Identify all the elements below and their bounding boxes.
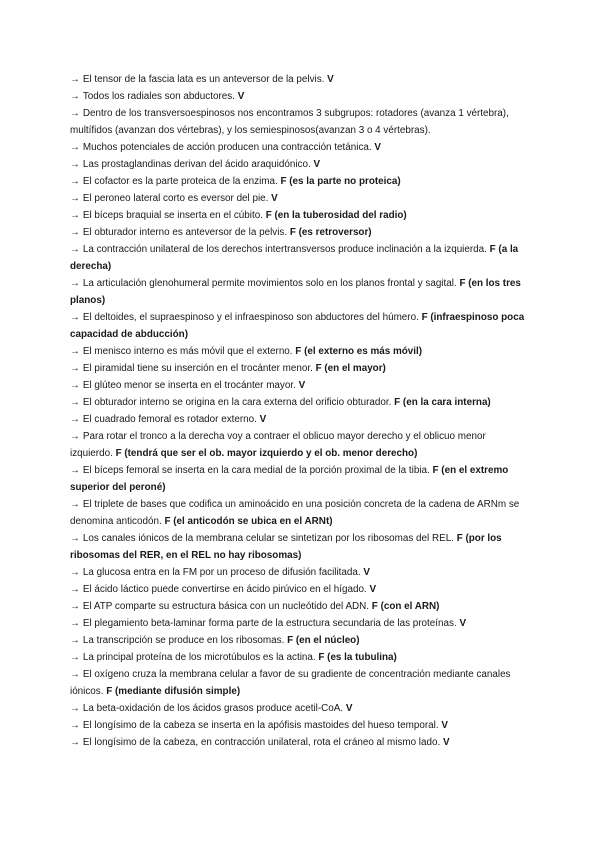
arrow-icon: →	[70, 584, 80, 595]
statement-answer: V	[259, 414, 267, 425]
arrow-icon: →	[70, 669, 80, 680]
statement-item	[70, 71, 528, 88]
statement-answer: F (con el ARN)	[371, 601, 440, 612]
statement-item	[70, 173, 528, 190]
statement-item	[70, 394, 528, 411]
arrow-icon: →	[70, 108, 80, 119]
statement-item	[70, 360, 528, 377]
statement-text: El cofactor es la parte proteica de la enzima.	[82, 176, 278, 187]
statement-item	[70, 649, 528, 666]
statement-text: El deltoides, el supraespinoso y el infraespinoso son abductores del húmero.	[82, 312, 419, 323]
statement-answer: V	[459, 618, 467, 629]
statement-item	[70, 632, 528, 649]
arrow-icon: →	[70, 414, 80, 425]
statement-text: El peroneo lateral corto es eversor del pie.	[82, 193, 269, 204]
arrow-icon: →	[70, 278, 80, 289]
arrow-icon: →	[70, 652, 80, 663]
arrow-icon: →	[70, 176, 80, 187]
statement-item	[70, 88, 528, 105]
arrow-icon: →	[70, 431, 80, 442]
statement-answer: F (el anticodón se ubica en el ARNt)	[164, 516, 333, 527]
arrow-icon: →	[70, 703, 80, 714]
arrow-icon: →	[70, 397, 80, 408]
statement-item	[70, 598, 528, 615]
statement-answer: V	[271, 193, 278, 204]
statement-answer: V	[441, 720, 448, 731]
arrow-icon: →	[70, 635, 80, 646]
statement-text: Todos los radiales son abductores.	[82, 91, 235, 102]
statement-item	[70, 190, 528, 207]
arrow-icon: →	[70, 193, 80, 204]
statement-answer: F (es retroversor)	[289, 227, 372, 238]
arrow-icon: →	[70, 720, 80, 731]
statement-text: Para rotar el tronco a la derecha voy a contraer el oblicuo mayor derecho y el oblicuo menor izquierdo.	[70, 431, 486, 459]
statement-item	[70, 581, 528, 598]
statement-item	[70, 462, 528, 496]
statement-answer: F (infraespinoso poca capacidad de abducción)	[70, 312, 525, 340]
arrow-icon: →	[70, 227, 80, 238]
statement-answer: F (el externo es más móvil)	[295, 346, 423, 357]
statement-text: Los canales iónicos de la membrana celular se sintetizan por los ribosomas del REL.	[82, 533, 454, 544]
arrow-icon: →	[70, 737, 80, 748]
statement-answer: F (en los tres planos)	[70, 278, 521, 306]
arrow-icon: →	[70, 346, 80, 357]
statement-text: Muchos potenciales de acción producen una contracción tetánica.	[82, 142, 372, 153]
statement-answer: F (mediante difusión simple)	[106, 686, 241, 697]
statement-item	[70, 700, 528, 717]
arrow-icon: →	[70, 142, 80, 153]
statement-text: El longísimo de la cabeza, en contracción unilateral, rota el cráneo al mismo lado.	[82, 737, 441, 748]
statement-text: El menisco interno es más móvil que el externo.	[82, 346, 293, 357]
statement-answer: V	[313, 159, 321, 170]
statement-answer: V	[345, 703, 353, 714]
statement-text: Las prostaglandinas derivan del ácido araquidónico.	[82, 159, 311, 170]
statement-item	[70, 411, 528, 428]
statement-answer: V	[442, 737, 450, 748]
statement-answer: F (es la tubulina)	[318, 652, 397, 663]
statement-item	[70, 343, 528, 360]
statement-item	[70, 615, 528, 632]
statement-item	[70, 275, 528, 309]
statement-answer: F (por los ribosomas del RER, en el REL no hay ribosomas)	[70, 533, 502, 561]
statement-text: El bíceps braquial se inserta en el cúbito.	[82, 210, 263, 221]
statement-list	[70, 71, 528, 751]
statement-item	[70, 207, 528, 224]
statement-text: El plegamiento beta-laminar forma parte de la estructura secundaria de las proteínas.	[82, 618, 457, 629]
statement-text: La articulación glenohumeral permite movimientos solo en los planos frontal y sagital.	[82, 278, 457, 289]
statement-text: La transcripción se produce en los ribosomas.	[82, 635, 285, 646]
statement-item	[70, 105, 528, 139]
arrow-icon: →	[70, 601, 80, 612]
statement-answer: V	[237, 91, 245, 102]
statement-answer: V	[363, 567, 370, 578]
statement-answer: V	[369, 584, 377, 595]
statement-item	[70, 734, 528, 751]
statement-text: El bíceps femoral se inserta en la cara medial de la porción proximal de la tibia.	[82, 465, 430, 476]
statement-item	[70, 530, 528, 564]
arrow-icon: →	[70, 244, 80, 255]
statement-item	[70, 224, 528, 241]
statement-item	[70, 139, 528, 156]
arrow-icon: →	[70, 465, 80, 476]
statement-text: La beta-oxidación de los ácidos grasos produce acetil-CoA.	[82, 703, 344, 714]
statement-item	[70, 309, 528, 343]
statement-answer: F (en la cara interna)	[394, 397, 491, 408]
statement-text: Dentro de los transversoespinosos nos encontramos 3 subgrupos: rotadores (avanza 1 vértebra), multífidos (avanzan dos vértebras), y los semiespinosos(avanzan 3 o 4 vértebras).	[70, 108, 509, 136]
arrow-icon: →	[70, 380, 80, 391]
statement-text: El longísimo de la cabeza se inserta en la apófisis mastoides del hueso temporal.	[82, 720, 439, 731]
statement-item	[70, 156, 528, 173]
arrow-icon: →	[70, 159, 80, 170]
statement-text: El triplete de bases que codifica un aminoácido en una posición concreta de la cadena de ARNm se denomina anticodón.	[70, 499, 520, 527]
statement-item	[70, 496, 528, 530]
statement-answer: F (tendrá que ser el ob. mayor izquierdo y el ob. menor derecho)	[115, 448, 418, 459]
statement-answer: V	[298, 380, 306, 391]
arrow-icon: →	[70, 533, 80, 544]
statement-text: El glúteo menor se inserta en el trocánter mayor.	[82, 380, 296, 391]
statement-text: El piramidal tiene su inserción en el trocánter menor.	[82, 363, 313, 374]
statement-text: El oxígeno cruza la membrana celular a favor de su gradiente de concentración mediante canales iónicos.	[70, 669, 511, 697]
statement-item	[70, 666, 528, 700]
statement-item	[70, 717, 528, 734]
arrow-icon: →	[70, 499, 80, 510]
statement-text: El obturador interno se origina en la cara externa del orificio obturador.	[82, 397, 392, 408]
statement-answer: F (en el núcleo)	[287, 635, 360, 646]
statement-text: La contracción unilateral de los derechos intertransversos produce inclinación a la izquierda.	[82, 244, 487, 255]
statement-text: El tensor de la fascia lata es un anteversor de la pelvis.	[82, 74, 325, 85]
statement-answer: F (en el extremo superior del peroné)	[70, 465, 509, 493]
arrow-icon: →	[70, 567, 80, 578]
statement-item	[70, 564, 528, 581]
statement-answer: V	[327, 74, 334, 85]
arrow-icon: →	[70, 74, 80, 85]
arrow-icon: →	[70, 210, 80, 221]
arrow-icon: →	[70, 363, 80, 374]
statement-answer: F (en la tuberosidad del radio)	[265, 210, 407, 221]
statement-item	[70, 241, 528, 275]
statement-item	[70, 377, 528, 394]
arrow-icon: →	[70, 618, 80, 629]
statement-answer: F (a la derecha)	[70, 244, 519, 272]
arrow-icon: →	[70, 91, 80, 102]
statement-item	[70, 428, 528, 462]
arrow-icon: →	[70, 312, 80, 323]
statement-text: El cuadrado femoral es rotador externo.	[82, 414, 257, 425]
statement-text: La principal proteína de los microtúbulos es la actina.	[82, 652, 316, 663]
statement-text: El ATP comparte su estructura básica con un nucleótido del ADN.	[82, 601, 370, 612]
statement-text: El ácido láctico puede convertirse en ácido pirúvico en el hígado.	[82, 584, 367, 595]
statement-answer: V	[374, 142, 381, 153]
statement-answer: F (es la parte no proteica)	[280, 176, 401, 187]
statement-text: El obturador interno es anteversor de la pelvis.	[82, 227, 288, 238]
statement-text: La glucosa entra en la FM por un proceso de difusión facilitada.	[82, 567, 361, 578]
statement-answer: F (en el mayor)	[315, 363, 386, 374]
